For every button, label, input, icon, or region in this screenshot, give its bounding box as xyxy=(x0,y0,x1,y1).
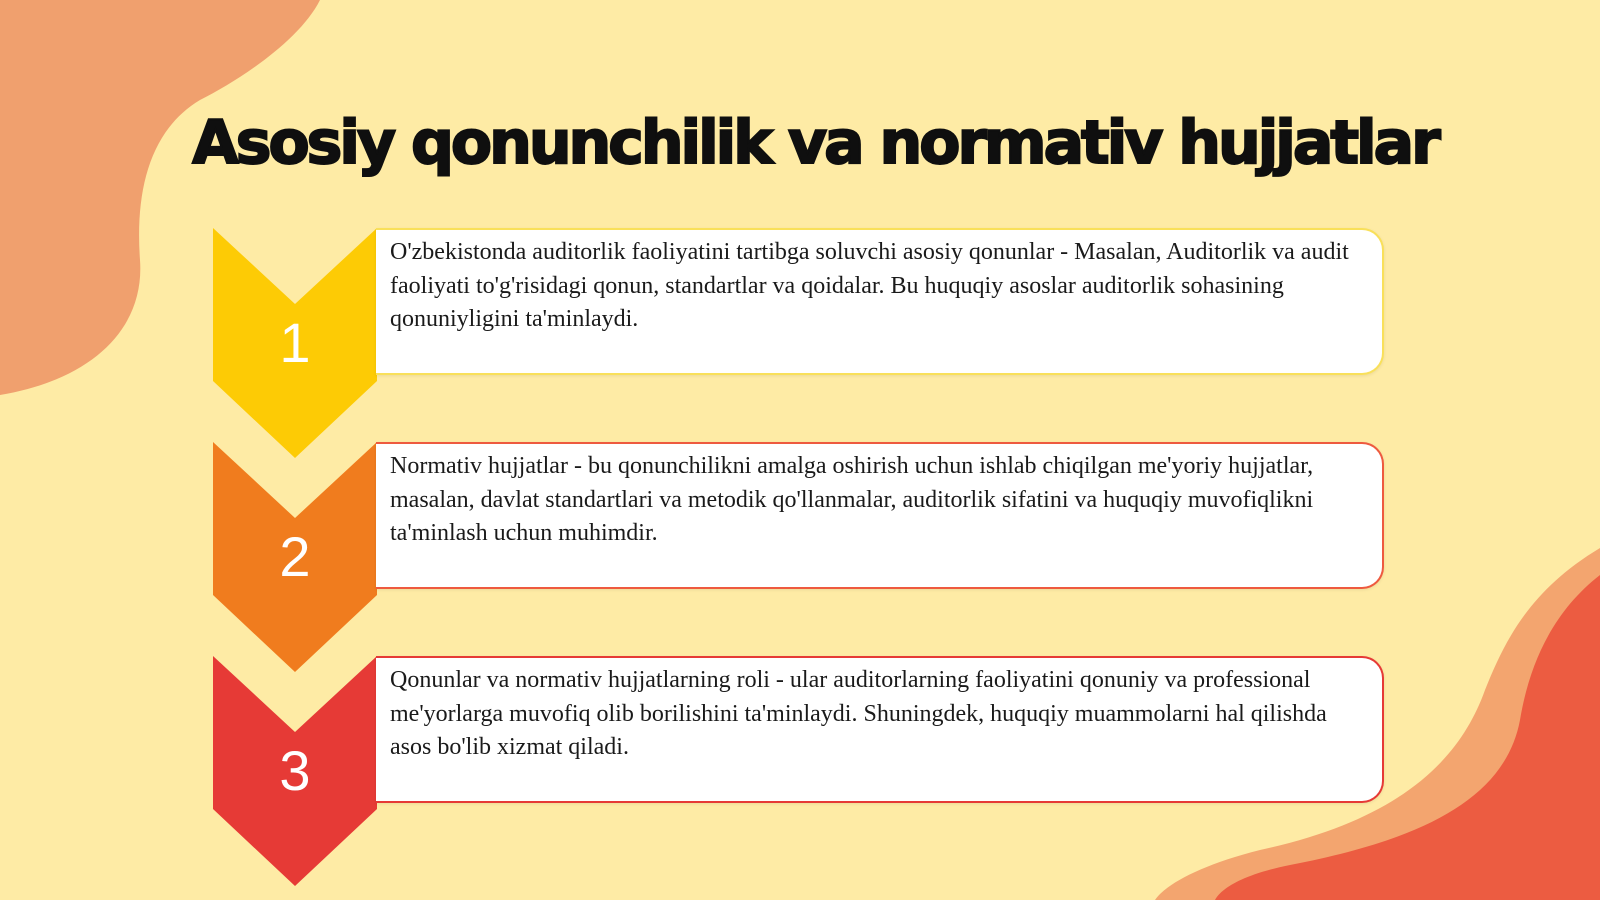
step-3-chevron xyxy=(213,656,377,886)
step-number: 3 xyxy=(279,739,311,802)
step-3-text: Qonunlar va normativ hujjatlarning roli - ular auditorlarning faoliyatini qonuniy va professional me'yorlarga muvofiq olib borilishini ta'minlaydi. Shuningdek, huquqiy muammolarni hal qilishda asos bo'lib xizmat qiladi. xyxy=(390,667,1327,760)
step-1-chevron xyxy=(213,228,377,458)
page-title: Asosiy qonunchilik va normativ hujjatlar xyxy=(192,108,1438,178)
step-2-text: Normativ hujjatlar - bu qonunchilikni amalga oshirish uchun ishlab chiqilgan me'yoriy hujjatlar, masalan, davlat standartlari va metodik qo'llanmalar, auditorlik sifatini va huquqiy muvofiqlikni ta'minlash uchun muhimdir. xyxy=(390,453,1314,546)
step-2-chevron xyxy=(213,442,377,672)
step-2-card xyxy=(376,442,1384,589)
step-3-card xyxy=(376,656,1384,803)
step-1-text: O'zbekistonda auditorlik faoliyatini tartibga soluvchi asosiy qonunlar - Masalan, Auditorlik va audit faoliyati to'g'risidagi qonun, standartlar va qoidalar. Bu huquqiy asoslar auditorlik sohasining qonuniyligini ta'minlaydi. xyxy=(390,239,1349,332)
step-number: 2 xyxy=(279,525,311,588)
step-number: 1 xyxy=(279,311,311,374)
step-1-card xyxy=(376,228,1384,375)
